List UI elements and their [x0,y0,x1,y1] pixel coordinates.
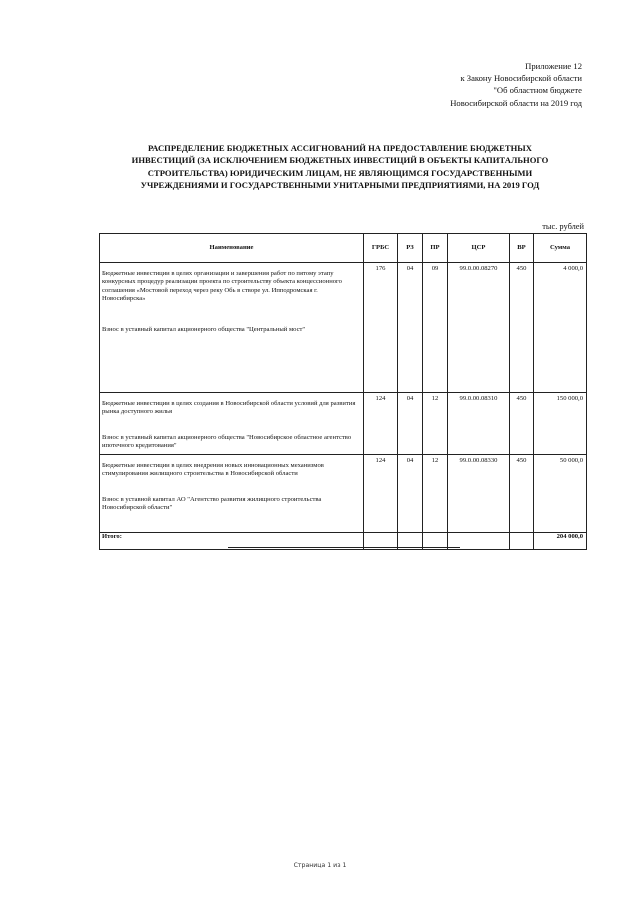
table-header-row [100,234,587,263]
row-pr: 12 [423,455,448,533]
header-rz: РЗ [398,234,423,263]
table-row [100,393,587,455]
header-sum: Сумма [534,234,587,263]
total-sum: 204 000,0 [534,533,587,550]
row-name-cell [100,263,364,393]
row-vr: 450 [510,393,534,455]
row-recipient: Взнос в уставный капитал акционерного общества "Центральный мост" [102,325,306,333]
header-name: Наименование [100,234,364,263]
row-grbs: 124 [364,455,398,533]
header-vr: ВР [510,234,534,263]
row-grbs: 176 [364,263,398,393]
row-pr: 12 [423,393,448,455]
row-csr: 99.0.00.08270 [448,263,510,393]
row-name-cell [100,393,364,455]
row-sum: 4 000,0 [534,263,587,393]
row-description: Бюджетные инвестиции в целях внедрения новых инновационных механизмов стимулирования жилищного строительства в Новосибирской области [102,462,324,478]
row-sum: 50 000,0 [534,455,587,533]
header-grbs: ГРБС [364,234,398,263]
row-rz: 04 [398,393,423,455]
appendix-number: Приложение 12 [525,61,582,71]
row-name-cell [100,455,364,533]
row-csr: 99.0.00.08330 [448,455,510,533]
row-sum: 150 000,0 [534,393,587,455]
row-rz: 04 [398,263,423,393]
row-vr: 450 [510,455,534,533]
title-line-1: РАСПРЕДЕЛЕНИЕ БЮДЖЕТНЫХ АССИГНОВАНИЙ НА ПРЕДОСТАВЛЕНИЕ БЮДЖЕТНЫХ [148,143,532,153]
appendix-law-title: "Об областном бюджете [493,85,582,96]
row-vr: 450 [510,263,534,393]
row-recipient: Взнос в уставный капитал акционерного общества "Новосибирское областное агентство ипотечного кредитования" [102,433,352,450]
title-line-2: ИНВЕСТИЦИЙ (ЗА ИСКЛЮЧЕНИЕМ БЮДЖЕТНЫХ ИНВЕСТИЦИЙ В ОБЪЕКТЫ КАПИТАЛЬНОГО [131,155,549,166]
row-grbs: 124 [364,393,398,455]
title-line-4: УЧРЕЖДЕНИЯМИ И ГОСУДАРСТВЕННЫМИ УНИТАРНЫМИ ПРЕДПРИЯТИЯМИ, НА 2019 ГОД [140,179,540,190]
table-row [100,263,587,393]
page-footer: Страница 1 из 1 [293,862,347,869]
unit-label: тыс. рублей [542,222,584,231]
row-pr: 09 [423,263,448,393]
total-label: Итого: [100,533,364,550]
closing-rule [228,547,460,548]
document-title [95,142,585,191]
row-rz: 04 [398,455,423,533]
table-row [100,455,587,533]
row-description: Бюджетные инвестиции в целях организации и завершения работ по пятому этапу конкурсных процедур реализации проекта по строительству объекта концессионного соглашения «Мостовой переход через реку Обь в створе ул. Ипподромская г. Новосибирска» [102,270,342,303]
appendix-reference [450,60,582,109]
budget-table [99,233,587,550]
appendix-law-region: Новосибирской области на 2019 год [450,97,582,108]
row-description: Бюджетные инвестиции в целях создания в Новосибирской области условий для развития рынка доступного жилья [102,400,356,416]
total-empty-vr [510,533,534,550]
title-line-3: СТРОИТЕЛЬСТВА) ЮРИДИЧЕСКИМ ЛИЦАМ, НЕ ЯВЛЯЮЩИМСЯ ГОСУДАРСТВЕННЫМИ [147,167,533,178]
row-csr: 99.0.00.08310 [448,393,510,455]
row-recipient: Взнос в уставной капитал АО "Агентство развития жилищного строительства Новосибирской области" [102,495,322,512]
header-csr: ЦСР [448,234,510,263]
header-pr: ПР [423,234,448,263]
appendix-law: к Закону Новосибирской области [460,73,582,84]
